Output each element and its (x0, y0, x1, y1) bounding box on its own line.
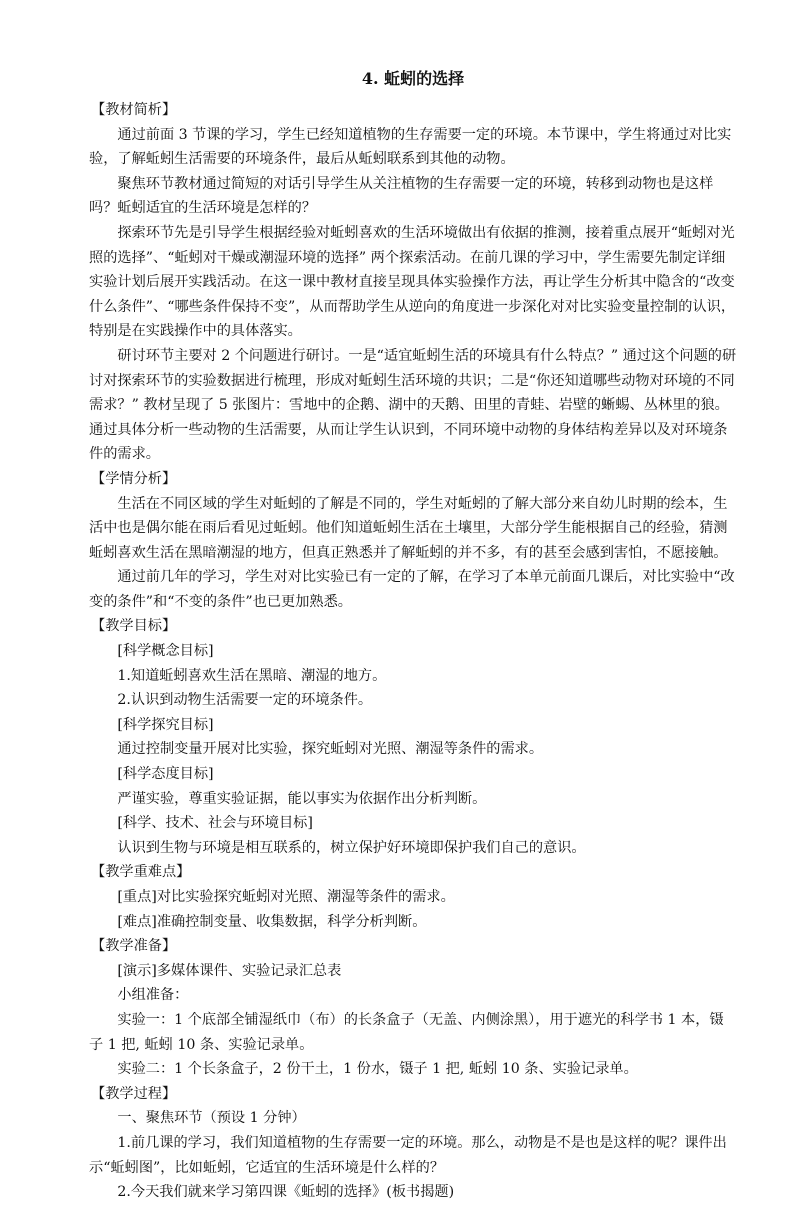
goal-label-attitude: [科学态度目标] (117, 766, 214, 783)
prep-experiment-2: 实验二：1 个长条盒子，2 份干土，1 份水，镊子 1 把, 蚯蚓 10 条、实验记录单。 (117, 1061, 638, 1078)
prep-demo: [演示]多媒体课件、实验记录汇总表 (117, 962, 342, 979)
page-title: 4. 蚯蚓的选择 (361, 69, 465, 88)
goal-text-sts: 认识到生物与环境是相互联系的，树立保护好环境即保护我们自己的意识。 (117, 839, 586, 856)
section-heading-learner: 【学情分析】 (91, 470, 177, 487)
paragraph: 探索环节先是引导学生根据经验对蚯蚓喜欢的生活环境做出有依据的推测，接着重点展开“蚯蚓对光照的选择”、“蚯蚓对干燥或潮湿环境的选择” 两个探索活动。在前几课的学习中，学生需要先制定详细实验计划后展开实践活动。在这一课中教材直接呈现具体实验操作方法，再让学生分析其中隐含的“改变什么条件”、“哪些条件保持不变”，从而帮助学生从逆向的角度进一步深化对对比实验变量控制的认识，特别是在实践操作中的具体落实。 (89, 224, 736, 340)
prep-group-label: 小组准备： (117, 987, 189, 1004)
goal-item: 1.知道蚯蚓喜欢生活在黑暗、潮湿的地方。 (117, 667, 387, 684)
goal-label-inquiry: [科学探究目标] (117, 716, 214, 733)
prep-experiment-1: 实验一：1 个底部全铺湿纸巾（布）的长条盒子（无盖、内侧涂黑），用于遮光的科学书 1 本，镊子 1 把, 蚯蚓 10 条、实验记录单。 (89, 1011, 724, 1053)
goal-text-inquiry: 通过控制变量开展对比实验，探究蚯蚓对光照、潮湿等条件的需求。 (117, 741, 544, 758)
section-heading-prep: 【教学准备】 (91, 938, 177, 955)
paragraph: 研讨环节主要对 2 个问题进行研讨。一是“适宜蚯蚓生活的环境具有什么特点？” 通过这个问题的研讨对探索环节的实验数据进行梳理，形成对蚯蚓生活环境的共识；二是“你还知道哪些动物对环境的不同需求？” 教材呈现了 5 张图片：雪地中的企鹅、湖中的天鹅、田里的青蛙、岩壁的蜥蜴、丛林里的狼。通过具体分析一些动物的生活需要，从而让学生认识到，不同环境中动物的身体结构差异以及对环境条件的需求。 (89, 347, 737, 463)
process-item: 1.前几课的学习，我们知道植物的生存需要一定的环境。那么，动物是不是也是这样的呢？课件出示“蚯蚓图”，比如蚯蚓，它适宜的生活环境是什么样的？ (89, 1134, 727, 1176)
document-body (89, 66, 737, 1205)
section-heading-material: 【教材简析】 (91, 102, 177, 118)
section-heading-process: 【教学过程】 (91, 1085, 177, 1102)
paragraph: 通过前面 3 节课的学习，学生已经知道植物的生存需要一定的环境。本节课中，学生将通过对比实验，了解蚯蚓生活需要的环境条件，最后从蚯蚓联系到其他的动物。 (89, 126, 732, 168)
goal-label-sts: [科学、技术、社会与环境目标] (117, 815, 313, 832)
goal-text-attitude: 严谨实验，尊重实验证据，能以事实为依据作出分析判断。 (117, 790, 487, 807)
section-heading-key: 【教学重难点】 (91, 864, 191, 881)
paragraph: 生活在不同区域的学生对蚯蚓的了解是不同的，学生对蚯蚓的了解大部分来自幼儿时期的绘本，生活中也是偶尔能在雨后看见过蚯蚓。他们知道蚯蚓生活在土壤里，大部分学生能根据自己的经验，猜测蚯蚓喜欢生活在黑暗潮湿的地方，但真正熟悉并了解蚯蚓的并不多，有的甚至会感到害怕，不愿接触。 (89, 495, 728, 561)
goal-item: 2.认识到动物生活需要一定的环境条件。 (117, 692, 373, 709)
key-point: [重点]对比实验探究蚯蚓对光照、潮湿等条件的需求。 (117, 889, 455, 905)
paragraph: 聚焦环节教材通过简短的对话引导学生从关注植物的生存需要一定的环境，转移到动物也是这样吗？蚯蚓适宜的生活环境是怎样的？ (89, 175, 714, 217)
difficult-point: [难点]准确控制变量、收集数据，科学分析判断。 (117, 913, 427, 930)
section-heading-goals: 【教学目标】 (91, 618, 177, 635)
goal-label-concept: [科学概念目标] (117, 643, 214, 660)
paragraph: 通过前几年的学习，学生对对比实验已有一定的了解，在学习了本单元前面几课后，对比实验中“改变的条件”和“不变的条件”也已更加熟悉。 (89, 569, 735, 610)
process-step-heading: 一、聚焦环节（预设 1 分钟） (117, 1110, 306, 1127)
process-item: 2.今天我们就来学习第四课《蚯蚓的选择》(板书揭题) (117, 1184, 455, 1201)
